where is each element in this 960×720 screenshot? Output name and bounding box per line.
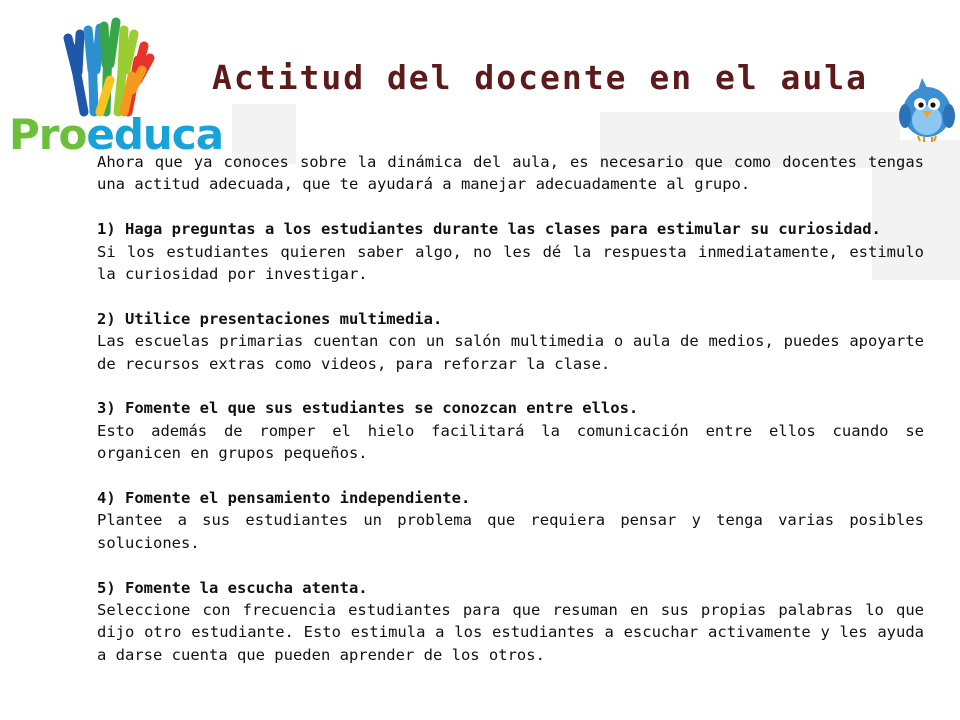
tip-4: [97, 487, 924, 554]
main-content: [97, 151, 924, 689]
tip-heading: 5) Fomente la escucha atenta.: [97, 578, 368, 597]
logo-brand-part-2: educa: [86, 110, 224, 159]
proeduca-logo[interactable]: [0, 0, 232, 172]
intro-paragraph: Ahora que ya conoces sobre la dinámica del aula, es necesario que como docentes tengas una actitud adecuada, que te ayudará a manejar adecuadamente al grupo.: [97, 153, 924, 194]
tip-3: [97, 397, 924, 464]
tip-body: Esto además de romper el hielo facilitará la comunicación entre ellos cuando se organicen en grupos pequeños.: [97, 421, 924, 463]
tip-body: Si los estudiantes quieren saber algo, no les dé la respuesta inmediatamente, estimulo la curiosidad por investigar.: [97, 242, 924, 284]
logo-brand-part-1: Pro: [9, 110, 87, 159]
tip-heading: 2) Utilice presentaciones multimedia.: [97, 309, 443, 328]
tip-heading: 3) Fomente el que sus estudiantes se conozcan entre ellos.: [97, 399, 639, 418]
blue-bird-icon: [896, 68, 958, 142]
page-title: Actitud del docente en el aula: [212, 58, 869, 97]
logo-wordmark: [9, 110, 224, 159]
tip-heading: 4) Fomente el pensamiento independiente.: [97, 489, 471, 508]
tip-2: [97, 308, 924, 375]
tip-1: [97, 218, 924, 285]
tip-heading: 1) Haga preguntas a los estudiantes durante las clases para estimular su curiosidad.: [97, 220, 881, 239]
tip-body: Seleccione con frecuencia estudiantes para que resuman en sus propias palabras lo que dijo otro estudiante. Esto estimula a los estudiantes a escuchar activamente y les ayuda a darse cuenta que pueden aprender de los otros.: [97, 601, 924, 664]
tip-body: Las escuelas primarias cuentan con un salón multimedia o aula de medios, puedes apoyarte de recursos extras como videos, para reforzar la clase.: [97, 332, 924, 373]
tip-body: Plantee a sus estudiantes un problema que requiera pensar y tenga varias posibles soluciones.: [97, 511, 924, 552]
tip-5: [97, 577, 924, 667]
